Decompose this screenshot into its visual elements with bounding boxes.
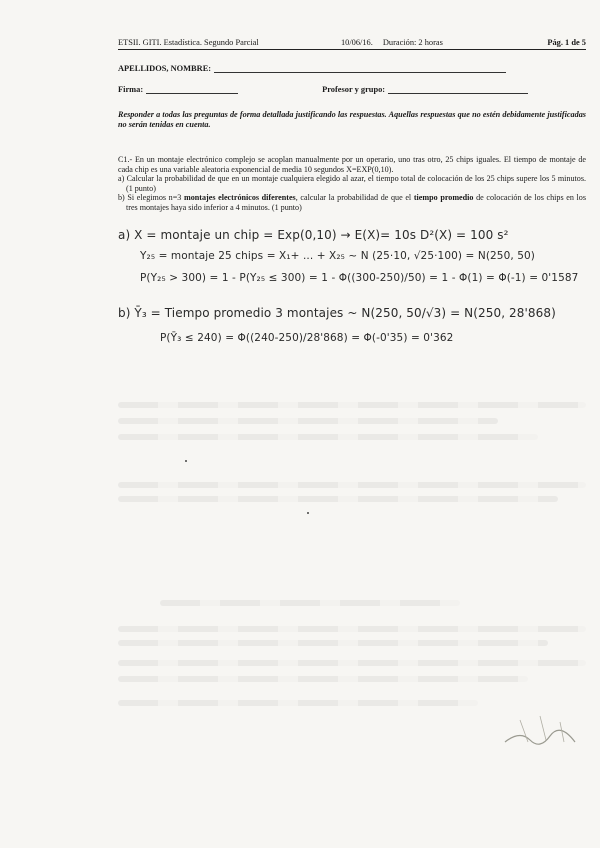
page-number: Pág. 1 de 5 (547, 38, 586, 47)
bleed-through-line (118, 496, 558, 502)
bleed-through-line (118, 434, 538, 440)
part-b-bold-2: tiempo promedio (413, 193, 474, 203)
bleed-through-line (118, 700, 478, 706)
exam-duration: Duración: 2 horas (382, 38, 443, 47)
professor-field[interactable] (388, 85, 528, 94)
bleed-through-line (118, 626, 586, 632)
bleed-through-line (118, 482, 586, 488)
answer-a-line-2: Y₂₅ = montaje 25 chips = X₁+ ... + X₂₅ ~ N (25·10, √25·100) = N(250, 50) (140, 250, 535, 262)
question-part-a: a) Calcular la probabilidad de que en un montaje cualquiera elegido al azar, el tiempo total de colocación de los 25 chips supere los 5 minutos. (1 punto) (118, 174, 586, 193)
course-title: ETSII. GITI. Estadística. Segundo Parcial (118, 38, 259, 47)
name-row (118, 64, 506, 73)
bleed-through-line (118, 402, 586, 408)
header-divider (118, 49, 586, 50)
name-label: APELLIDOS, NOMBRE: (118, 64, 212, 73)
signature-label: Firma: (118, 85, 144, 94)
answer-b-line-1: b) Ȳ₃ = Tiempo promedio 3 montajes ~ N(250, 50/√3) = N(250, 28'868) (118, 306, 556, 320)
ink-dot (307, 512, 309, 514)
answer-b-line-2: P(Ȳ₃ ≤ 240) = Φ((240-250)/28'868) = Φ(-0'35) = 0'362 (160, 332, 454, 344)
part-b-text-3: de colocación de los chips en los tres montajes haya sido inferior a 4 minutos. (1 punto) (126, 193, 586, 212)
answer-a-line-1: a) X = montaje un chip = Exp(0,10) → E(X)= 10s D²(X) = 100 s² (118, 228, 509, 242)
bleed-through-line (118, 640, 548, 646)
question-c1 (118, 155, 586, 213)
bleed-through-line (118, 660, 586, 666)
exam-date: 10/06/16. (340, 38, 373, 47)
signature-field[interactable] (146, 85, 238, 94)
question-intro: C1.- En un montaje electrónico complejo se acoplan manualmente por un operario, uno tras otro, 25 chips iguales. El tiempo de montaje de cada chip es una variable aleatoria exponencial de media 10 segundos X=EXP(0,10). (118, 155, 586, 174)
signature-row (118, 85, 528, 94)
bleed-through-line (160, 600, 460, 606)
instructions: Responder a todas las preguntas de forma detallada justificando las respuestas. Aquellas respuestas que no estén debidamente justificadas no serán tenidas en cuenta. (118, 110, 586, 129)
answer-a-line-3: P(Y₂₅ > 300) = 1 - P(Y₂₅ ≤ 300) = 1 - Φ((300-250)/50) = 1 - Φ(1) = Φ(-1) = 0'1587 (140, 272, 579, 284)
ink-dot (185, 460, 187, 462)
bleed-through-line (118, 418, 498, 424)
name-field[interactable] (214, 64, 506, 73)
part-b-text-1: b) Si elegimos n=3 (118, 193, 184, 203)
part-b-bold-1: montajes electrónicos diferentes (184, 193, 296, 203)
part-b-text-2: , calcular la probabilidad de que el (295, 193, 414, 203)
bleed-through-line (118, 676, 528, 682)
ink-smudge-icon (500, 712, 580, 748)
page-header (118, 38, 586, 47)
question-part-b (118, 193, 586, 212)
professor-label: Profesor y grupo: (322, 85, 386, 94)
